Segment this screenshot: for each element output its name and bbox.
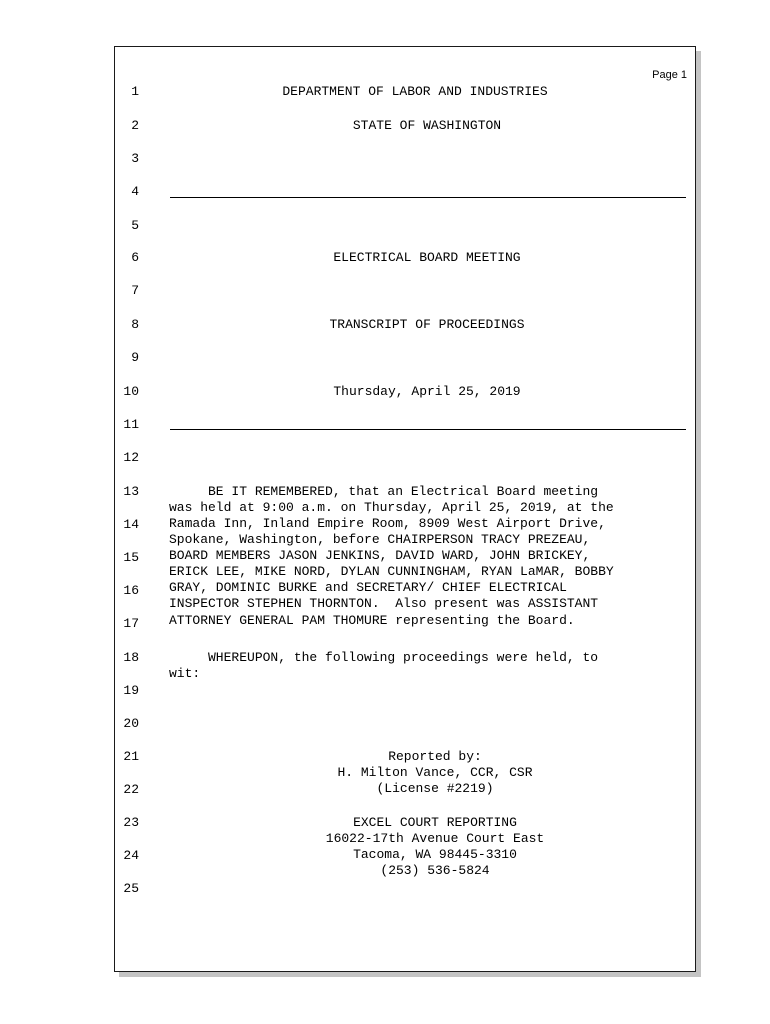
- agency-heading: DEPARTMENT OF LABOR AND INDUSTRIES: [282, 84, 548, 99]
- remembered-line: GRAY, DOMINIC BURKE and SECRETARY/ CHIEF ELECTRICAL: [169, 580, 567, 595]
- line-number: 14: [123, 517, 139, 532]
- divider-line: [170, 429, 686, 430]
- firm-phone: (253) 536-5824: [380, 863, 490, 878]
- meeting-title: ELECTRICAL BOARD MEETING: [333, 250, 521, 265]
- remembered-line: INSPECTOR STEPHEN THORNTON. Also present was ASSISTANT: [169, 596, 599, 611]
- firm-street: 16022-17th Avenue Court East: [325, 831, 545, 846]
- line-number: 19: [123, 683, 139, 698]
- transcript-subtitle: TRANSCRIPT OF PROCEEDINGS: [329, 317, 525, 332]
- line-number: 17: [123, 616, 139, 631]
- line-number: 4: [131, 184, 139, 199]
- remembered-line: was held at 9:00 a.m. on Thursday, April 25, 2019, at the: [169, 500, 614, 515]
- firm-city: Tacoma, WA 98445-3310: [353, 847, 517, 862]
- line-number: 15: [123, 550, 139, 565]
- line-number: 8: [131, 317, 139, 332]
- line-number: 12: [123, 450, 139, 465]
- line-number: 16: [123, 583, 139, 598]
- remembered-line: ERICK LEE, MIKE NORD, DYLAN CUNNINGHAM, RYAN LaMAR, BOBBY: [169, 564, 614, 579]
- line-number: 7: [131, 283, 139, 298]
- line-number: 11: [123, 417, 139, 432]
- line-number: 10: [123, 384, 139, 399]
- remembered-line: Ramada Inn, Inland Empire Room, 8909 West Airport Drive,: [169, 516, 606, 531]
- transcript-page: [114, 46, 696, 972]
- line-number: 21: [123, 749, 139, 764]
- line-number: 13: [123, 484, 139, 499]
- firm-name: EXCEL COURT REPORTING: [353, 815, 517, 830]
- reporter-license: (License #2219): [376, 781, 494, 796]
- line-number: 3: [131, 151, 139, 166]
- remembered-line: ATTORNEY GENERAL PAM THOMURE representing the Board.: [169, 613, 575, 628]
- whereupon-line: WHEREUPON, the following proceedings were held, to: [169, 650, 599, 665]
- divider-line: [170, 197, 686, 198]
- line-number: 9: [131, 350, 139, 365]
- line-number: 1: [131, 84, 139, 99]
- state-heading: STATE OF WASHINGTON: [352, 118, 502, 133]
- reported-by-label: Reported by:: [388, 749, 482, 764]
- reporter-name: H. Milton Vance, CCR, CSR: [337, 765, 533, 780]
- line-number: 5: [131, 218, 139, 233]
- line-number: 22: [123, 782, 139, 797]
- remembered-line: BE IT REMEMBERED, that an Electrical Board meeting: [169, 484, 599, 499]
- line-number: 25: [123, 881, 139, 896]
- page-number-label: Page 1: [652, 69, 687, 81]
- line-number: 24: [123, 848, 139, 863]
- line-number: 18: [123, 650, 139, 665]
- remembered-line: BOARD MEMBERS JASON JENKINS, DAVID WARD, JOHN BRICKEY,: [169, 548, 591, 563]
- remembered-line: Spokane, Washington, before CHAIRPERSON TRACY PREZEAU,: [169, 532, 591, 547]
- line-number: 20: [123, 716, 139, 731]
- line-number: 23: [123, 815, 139, 830]
- line-number: 2: [131, 118, 139, 133]
- whereupon-line: wit:: [169, 666, 201, 681]
- line-number: 6: [131, 250, 139, 265]
- meeting-date: Thursday, April 25, 2019: [333, 384, 521, 399]
